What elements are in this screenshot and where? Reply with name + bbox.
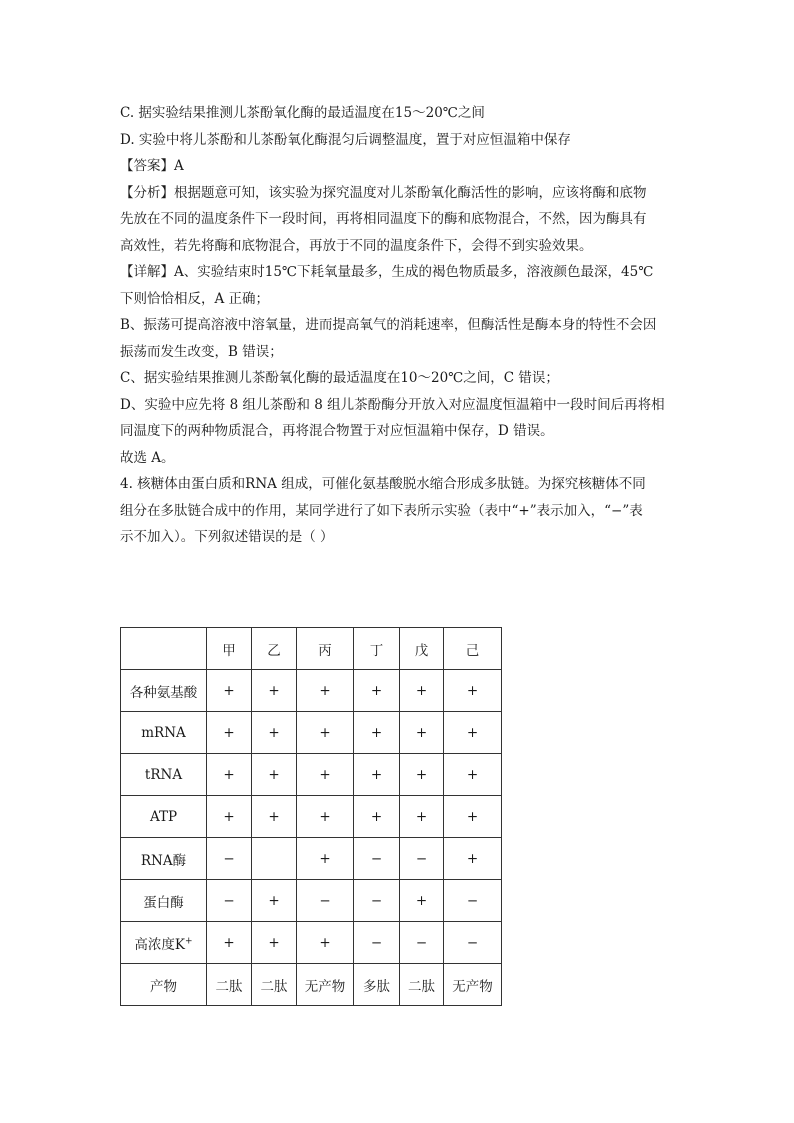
table-cell-text: +	[268, 892, 280, 909]
table-row	[121, 712, 502, 754]
table-cell	[207, 838, 252, 880]
answer: 【答案】A	[120, 158, 184, 174]
table-cell-text: +	[415, 724, 428, 741]
table-cell	[297, 754, 354, 796]
table-row	[121, 964, 502, 1006]
table-cell-text: +	[370, 766, 383, 783]
table-cell	[297, 838, 354, 880]
table-cell	[297, 670, 354, 712]
table-cell-text: +	[466, 766, 479, 783]
table-cell-text: 二肽	[408, 978, 435, 995]
option-c: C. 据实验结果推测儿茶酚氧化酶的最适温度在15～20℃之间	[120, 105, 485, 121]
table-cell-text: 无产物	[304, 978, 346, 995]
question-4-line-1: 4. 核糖体由蛋白质和RNA 组成，可催化氨基酸脱水缩合形成多肽链。为探究核糖体不同	[120, 476, 646, 492]
table-cell-text: 乙	[267, 642, 281, 659]
table-cell	[354, 712, 400, 754]
table-cell-text: +	[223, 934, 235, 951]
table-cell-text: +	[268, 808, 280, 825]
table-cell	[354, 838, 400, 880]
table-row	[121, 838, 502, 880]
table-cell-text: +	[370, 724, 383, 741]
table-cell-text: +	[415, 682, 428, 699]
table-row	[121, 796, 502, 838]
table-cell-text: +	[223, 766, 235, 783]
table-cell	[252, 964, 297, 1006]
table-cell-text: +	[223, 808, 235, 825]
table-cell	[400, 712, 444, 754]
table-cell-text: 丁	[369, 642, 384, 659]
detail-line-2: 下则恰恰相反，A 正确；	[120, 290, 270, 307]
conclusion: 故选 A。	[120, 449, 175, 466]
table-header-cell	[400, 628, 444, 670]
detail-line-1: 【详解】A、实验结束时15℃下耗氧量最多，生成的褐色物质最多，溶液颜色最深，45℃	[120, 264, 654, 280]
table-cell	[252, 670, 297, 712]
table-cell	[297, 880, 354, 922]
table-cell	[354, 922, 400, 964]
table-cell-text: tRNA	[144, 766, 183, 783]
table-cell	[400, 922, 444, 964]
table-cell-text: +	[466, 850, 479, 867]
detail-line-4: 振荡而发生改变，B 错误；	[120, 343, 283, 360]
table-cell	[400, 670, 444, 712]
table-cell	[207, 922, 252, 964]
table-cell	[297, 796, 354, 838]
table-cell-text: ATP	[149, 808, 178, 825]
table-cell	[207, 670, 252, 712]
table-cell-text: +	[415, 808, 428, 825]
table-cell	[207, 964, 252, 1006]
table-row-label	[121, 964, 207, 1006]
table-cell	[444, 796, 502, 838]
table-cell	[207, 712, 252, 754]
table-cell-text: −	[223, 892, 235, 909]
experiment-table	[120, 627, 502, 1006]
table-cell	[354, 754, 400, 796]
table-cell-text: +	[466, 724, 479, 741]
table-cell-text: +	[268, 682, 280, 699]
table-row	[121, 880, 502, 922]
table-cell	[297, 712, 354, 754]
table-cell-text: 丙	[318, 642, 332, 659]
table-cell	[297, 964, 354, 1006]
table-row	[121, 754, 502, 796]
table-row-label	[121, 880, 207, 922]
table-cell-text: 产物	[150, 978, 177, 995]
table-cell-text: +	[319, 850, 331, 867]
table-cell	[444, 922, 502, 964]
option-d: D. 实验中将儿茶酚和儿茶酚氧化酶混匀后调整温度，置于对应恒温箱中保存	[120, 131, 571, 148]
table-cell-text: mRNA	[141, 724, 186, 741]
table-cell	[400, 880, 444, 922]
table-cell-text: RNA酶	[140, 852, 187, 869]
table-header-cell	[444, 628, 502, 670]
analysis-line-2: 先放在不同的温度条件下一段时间，再将相同温度下的酶和底物混合，不然，因为酶具有	[120, 211, 647, 227]
table-cell-text: +	[370, 682, 383, 699]
detail-line-5: C、据实验结果推测儿茶酚氧化酶的最适温度在10～20℃之间，C 错误；	[120, 370, 559, 386]
table-cell	[354, 964, 400, 1006]
table-cell	[207, 796, 252, 838]
analysis-line-3: 高效性，若先将酶和底物混合，再放于不同的温度条件下，会得不到实验效果。	[120, 237, 593, 254]
table-cell-text: −	[370, 934, 383, 951]
table-cell-text: 无产物	[452, 978, 493, 995]
table-cell-text: +	[319, 808, 331, 825]
table-cell-text: +	[415, 766, 428, 783]
table-cell-text: 己	[465, 642, 480, 659]
table-header-cell	[207, 628, 252, 670]
table-row-label	[121, 712, 207, 754]
table-cell-text: +	[319, 766, 331, 783]
question-4-line-2: 组分在多肽链合成中的作用，某同学进行了如下表所示实验（表中“+”表示加入，“−”表	[120, 502, 643, 519]
table-row-label	[121, 796, 207, 838]
table-cell-text: +	[466, 808, 479, 825]
table-cell	[444, 964, 502, 1006]
table-cell	[252, 754, 297, 796]
table-row-label	[121, 754, 207, 796]
table-row	[121, 922, 502, 964]
table-cell	[252, 880, 297, 922]
detail-line-3: B、振荡可提高溶液中溶氧量，进而提高氧气的消耗速率，但酶活性是酶本身的特性不会因	[120, 317, 657, 333]
table-cell-text: 蛋白酶	[143, 894, 184, 911]
table-cell-text: −	[319, 892, 331, 909]
table-cell-text: +	[415, 892, 428, 909]
table-cell-text: 各种氨基酸	[129, 684, 198, 701]
table-cell-text: 多肽	[363, 978, 390, 995]
table-cell	[252, 712, 297, 754]
table-cell-text: 戊	[414, 642, 429, 659]
table-cell-text: +	[268, 766, 280, 783]
table-cell-text: +	[268, 934, 280, 951]
question-4-line-3: 示不加入）。下列叙述错误的是（ ）	[120, 529, 334, 545]
table-header-cell	[297, 628, 354, 670]
table-cell	[207, 880, 252, 922]
table-cell	[354, 670, 400, 712]
table-cell-text: −	[466, 892, 479, 909]
table-row-label	[121, 922, 207, 964]
table-cell	[444, 754, 502, 796]
table-cell-text: +	[268, 724, 280, 741]
table-row	[121, 670, 502, 712]
question-text	[120, 100, 680, 551]
table-row-label	[121, 670, 207, 712]
table-cell-text: −	[466, 934, 479, 951]
table-cell-text: 二肽	[260, 978, 288, 995]
table-cell-text: +	[466, 682, 479, 699]
table-cell	[400, 754, 444, 796]
table-cell-text: +	[319, 934, 331, 951]
table-cell-text: −	[223, 850, 235, 867]
table-cell	[354, 796, 400, 838]
table-cell	[252, 922, 297, 964]
table-cell	[444, 670, 502, 712]
table-cell	[207, 754, 252, 796]
table-cell	[444, 712, 502, 754]
table-cell-text: +	[223, 724, 235, 741]
table-cell-text: −	[415, 934, 428, 951]
table-cell-text: 高浓度K	[134, 936, 186, 953]
table-cell	[297, 922, 354, 964]
table-cell-text: −	[370, 850, 383, 867]
table-header-cell	[252, 628, 297, 670]
table-cell	[444, 880, 502, 922]
table-header-cell	[354, 628, 400, 670]
table-cell-text: +	[370, 808, 383, 825]
table-cell	[252, 796, 297, 838]
analysis-line-1: 【分析】根据题意可知，该实验为探究温度对儿茶酚氧化酶活性的影响，应该将酶和底物	[120, 184, 647, 201]
table-cell-text: +	[223, 682, 235, 699]
table-cell	[400, 838, 444, 880]
table-cell-text: +	[319, 724, 331, 741]
table-cell-text: −	[415, 850, 428, 867]
table-header-cell	[121, 628, 207, 670]
table-cell-text: +	[319, 682, 331, 699]
table-header-row	[121, 628, 502, 670]
table-cell-text: −	[370, 892, 383, 909]
table-cell	[354, 880, 400, 922]
table-cell-text: 甲	[222, 642, 236, 659]
k-superscript: +	[185, 936, 193, 946]
table-cell-text: 二肽	[215, 978, 243, 995]
detail-line-6: D、实验中应先将 8 组儿茶酚和 8 组儿茶酚酶分开放入对应温度恒温箱中一段时间后再将相	[120, 396, 665, 413]
detail-line-7: 同温度下的两种物质混合，再将混合物置于对应恒温箱中保存，D 错误。	[120, 423, 554, 439]
table-cell	[252, 838, 297, 880]
table-cell	[444, 838, 502, 880]
table-cell	[400, 796, 444, 838]
table-cell	[400, 964, 444, 1006]
table-row-label	[121, 838, 207, 880]
